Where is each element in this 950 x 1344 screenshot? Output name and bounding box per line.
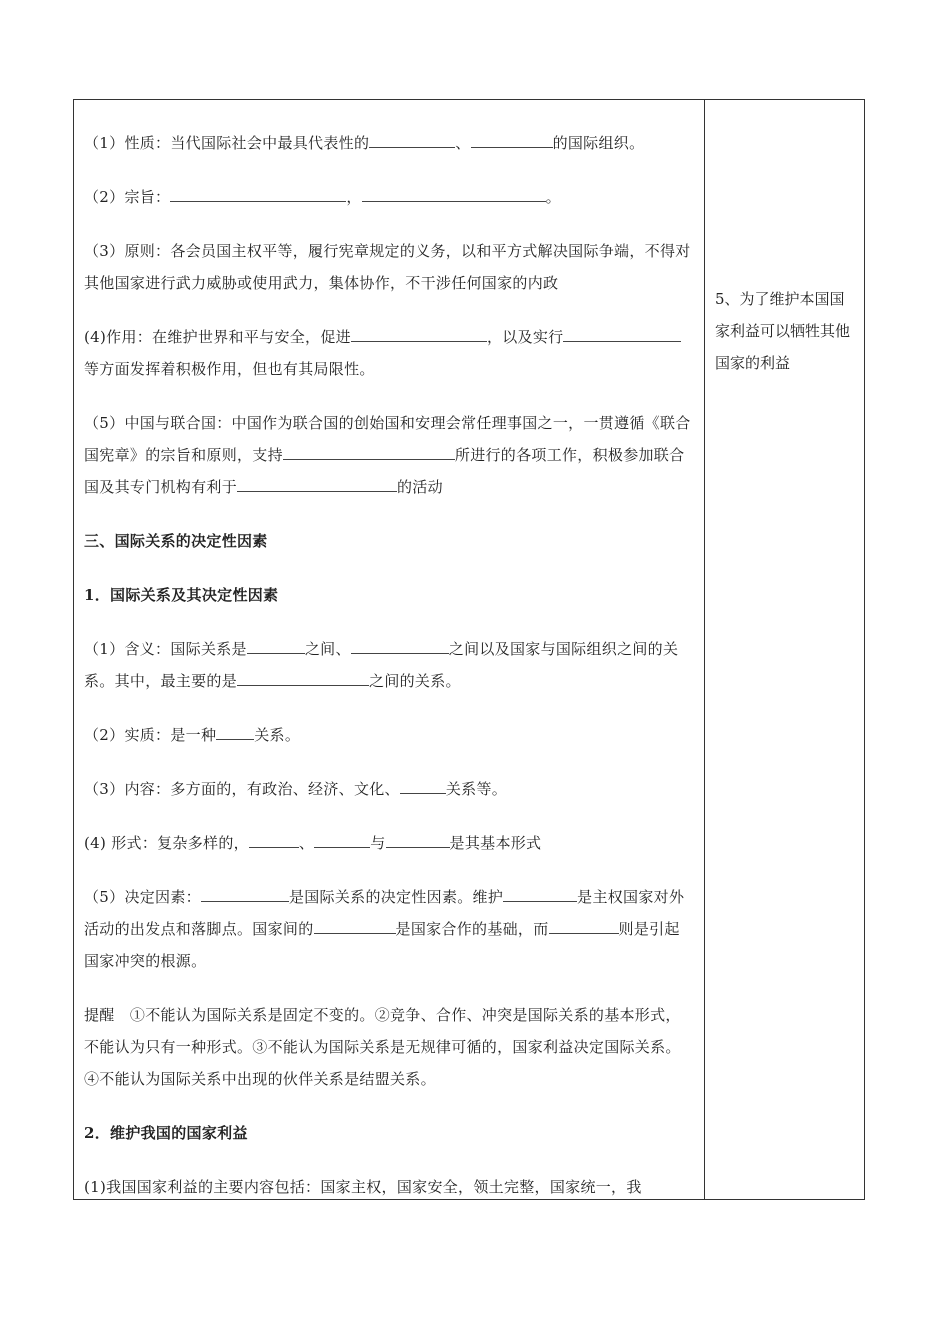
worksheet-table: [73, 99, 865, 1200]
relation-content: （3）内容：多方面的，有政治、经济、文化、 关系等。: [84, 773, 694, 805]
blank[interactable]: [314, 917, 396, 934]
blank[interactable]: [369, 131, 455, 148]
relation-determinant: （5）决定因素： 是国际关系的决定性因素。维护 是主权国家对外活动的出发点和落脚点。国家间的 是国家合作的基础，而 则是引起国家冲突的根源。: [84, 881, 694, 977]
national-interest-content: (1)我国国家利益的主要内容包括：国家主权，国家安全，领土完整，国家统一，我: [84, 1178, 642, 1196]
blank[interactable]: [503, 885, 577, 902]
un-principles: （3）原则：各会员国主权平等，履行宪章规定的义务，以和平方式解决国际争端，不得对其他国家进行武力威胁或使用武力，集体协作，不干涉任何国家的内政: [84, 242, 691, 292]
blank[interactable]: [471, 131, 553, 148]
section-heading-3: 三、国际关系的决定性因素: [84, 532, 268, 550]
china-and-un: （5）中国与联合国：中国作为联合国的创始国和安理会常任理事国之一，一贯遵循《联合国宪章》的宗旨和原则，支持 所进行的各项工作，积极参加联合国及其专门机构有利于 的活动: [84, 414, 691, 496]
blank[interactable]: [362, 185, 546, 202]
blank[interactable]: [283, 443, 455, 460]
un-nature: （1）性质：当代国际社会中最具代表性的 、 的国际组织。: [84, 127, 694, 159]
blank[interactable]: [237, 475, 397, 492]
subheading-1: 1．国际关系及其决定性因素: [84, 586, 279, 604]
blank[interactable]: [386, 831, 450, 848]
relation-essence: （2）实质：是一种 关系。: [84, 719, 694, 751]
blank[interactable]: [249, 831, 299, 848]
blank[interactable]: [549, 917, 619, 934]
notes-column: [705, 100, 864, 1199]
subheading-2: 2．维护我国的国家利益: [84, 1124, 248, 1142]
blank[interactable]: [400, 777, 446, 794]
content-column: [74, 100, 705, 1199]
blank[interactable]: [216, 723, 254, 740]
misconception-note: 5、为了维护本国国家利益可以牺牲其他国家的利益: [715, 290, 851, 372]
blank[interactable]: [563, 325, 647, 342]
relation-meaning: （1）含义：国际关系是 之间、 之间以及国家与国际组织之间的关系。其中，最主要的是 之间的关系。: [84, 633, 694, 697]
blank[interactable]: [351, 325, 487, 342]
blank[interactable]: [247, 637, 305, 654]
un-role: (4)作用：在维护世界和平与安全，促进 ，以及实行等方面发挥着积极作用，但也有其局限性。: [84, 321, 694, 385]
relation-forms: (4) 形式：复杂多样的， 、 与 是其基本形式: [84, 827, 694, 859]
blank[interactable]: [170, 185, 346, 202]
blank[interactable]: [237, 669, 369, 686]
blank[interactable]: [314, 831, 370, 848]
blank[interactable]: [351, 637, 449, 654]
blank[interactable]: [647, 325, 681, 342]
blank[interactable]: [201, 885, 289, 902]
reminder-note: 提醒 ①不能认为国际关系是固定不变的。②竞争、合作、冲突是国际关系的基本形式，不能认为只有一种形式。③不能认为国际关系是无规律可循的，国家利益决定国际关系。④不能认为国际关系中出现的伙伴关系是结盟关系。: [84, 1006, 681, 1088]
un-purpose: （2）宗旨： ， 。: [84, 181, 694, 213]
